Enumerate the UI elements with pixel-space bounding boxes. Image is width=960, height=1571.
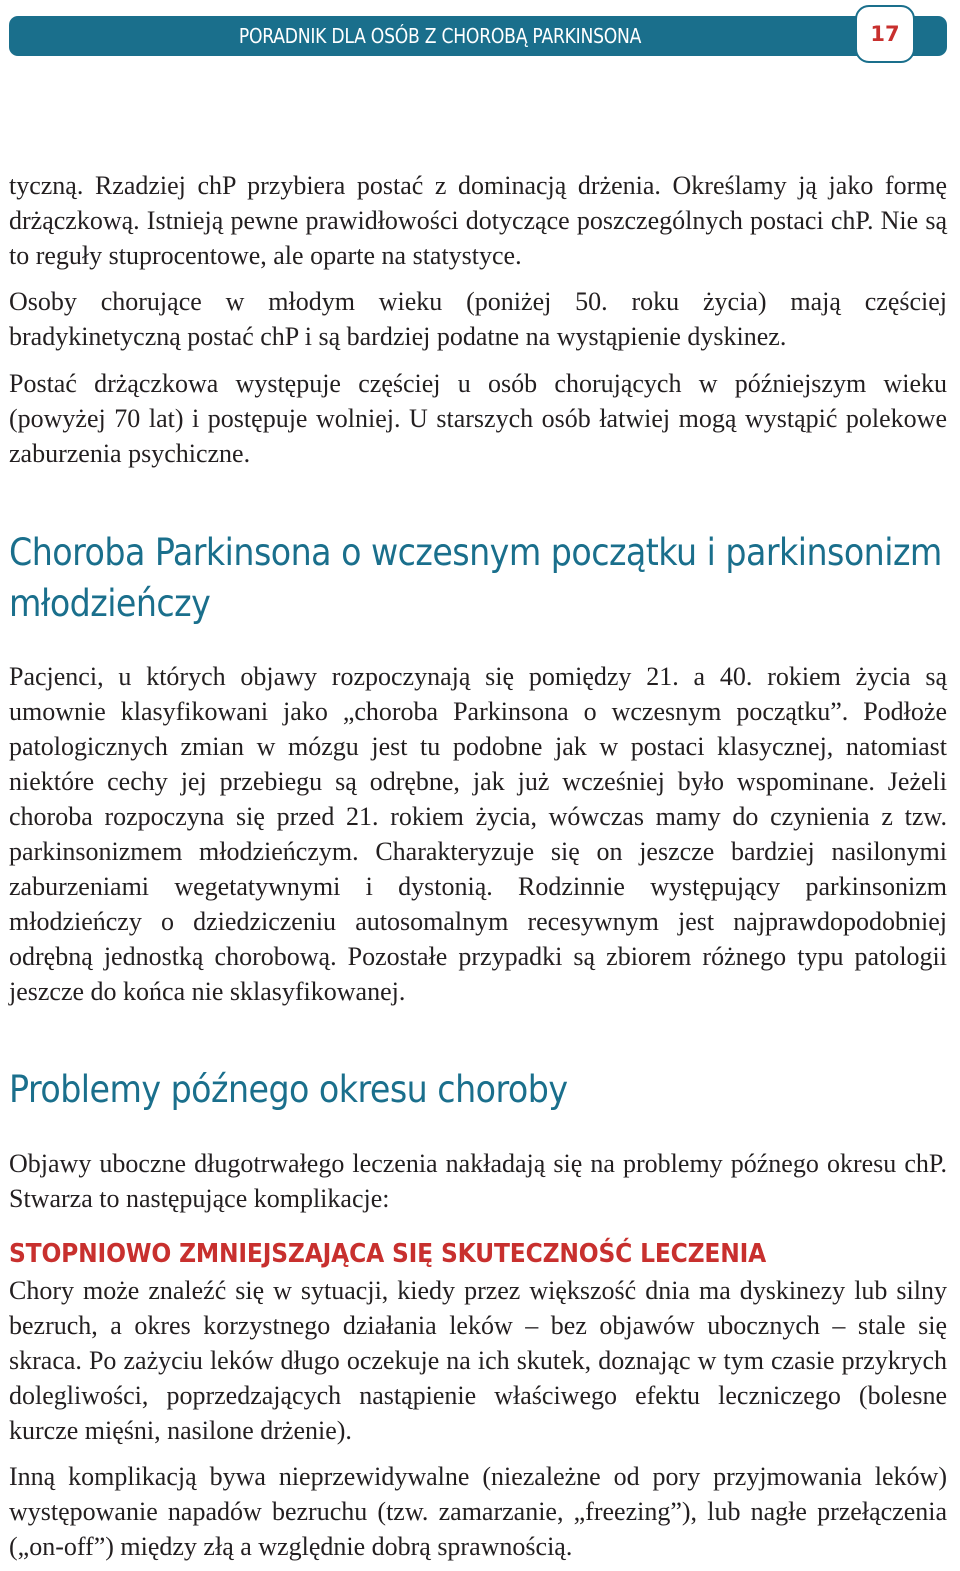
sub-paragraph-2: Inną komplikacją bywa nieprzewidywalne (niezależne od pory przyjmowania leków) występowanie napadów bezruchu (tzw. zamarzanie, „freezing”), lub nagłe przełączenia („on-off”) między złą a względnie dobrą sprawnością. — [9, 1462, 947, 1561]
sub-paragraph-1: Chory może znaleźć się w sytuacji, kiedy przez większość dnia ma dyskinezy lub silny bezruch, a okres korzystnego działania leków – bez objawów ubocznych – stale się skraca. Po zażyciu leków długo oczekuje na ich skutek, doznając w tym czasie przykrych dolegliwości, poprzedzających nastąpienie właściwego efektu leczniczego (bolesne kurcze mięśni, nasilone drżenie). — [9, 1276, 947, 1445]
section-heading-late-problems: Problemy późnego okresu choroby — [9, 1068, 568, 1111]
running-header-bar — [9, 16, 947, 56]
intro-paragraph-3: Postać drżączkowa występuje częściej u osób chorujących w późniejszym wieku (powyżej 70 lat) i postępuje wolniej. U starszych osób łatwiej mogą wystąpić polekowe zaburzenia psychiczne. — [9, 369, 947, 468]
page-number-badge: 17 — [855, 5, 915, 63]
section-heading-early-onset: Choroba Parkinsona o wczesnym początku i parkinsonizm młodzieńczy — [9, 531, 942, 625]
section-paragraph-early-onset: Pacjenci, u których objawy rozpoczynają się pomiędzy 21. a 40. rokiem życia są umownie klasyfikowani jako „choroba Parkinsona o wczesnym początku”. Podłoże patologicznych zmian w mózgu jest tu podobne jak w postaci klasycznej, natomiast niektóre cechy jej przebiegu są odrębne, jak już wcześniej było wspominane. Jeżeli choroba rozpoczyna się przed 21. rokiem życia, wówczas mamy do czynienia z tzw. parkinsonizmem młodzieńczym. Charakteryzuje się on jeszcze bardziej nasilonymi zaburzeniami wegetatywnymi i dystonią. Rodzinnie występujący parkinsonizm młodzieńczy o dziedziczeniu autosomalnym recesywnym jest najprawdopodobniej odrębną jednostką chorobową. Pozostałe przypadki są zbiorem różnego typu patologii jeszcze do końca nie sklasyfikowanej. — [9, 662, 947, 1006]
running-header-title: PORADNIK DLA OSÓB Z CHOROBĄ PARKINSONA — [238, 24, 642, 48]
section-paragraph-late-problems: Objawy uboczne długotrwałego leczenia nakładają się na problemy późnego okresu chP. Stwarza to następujące komplikacje: — [9, 1149, 947, 1213]
intro-paragraph-1: tyczną. Rzadziej chP przybiera postać z dominacją drżenia. Określamy ją jako formę drżączkową. Istnieją pewne prawidłowości dotyczące poszczególnych postaci chP. Nie są to reguły stuprocentowe, ale oparte na statystyce. — [9, 171, 947, 270]
subheading-decreasing-efficacy: STOPNIOWO ZMNIEJSZAJĄCA SIĘ SKUTECZNOŚĆ LECZENIA — [9, 1239, 767, 1269]
intro-paragraph-2: Osoby chorujące w młodym wieku (poniżej 50. roku życia) mają częściej bradykinetyczną postać chP i są bardziej podatne na wystąpienie dyskinez. — [9, 287, 947, 351]
